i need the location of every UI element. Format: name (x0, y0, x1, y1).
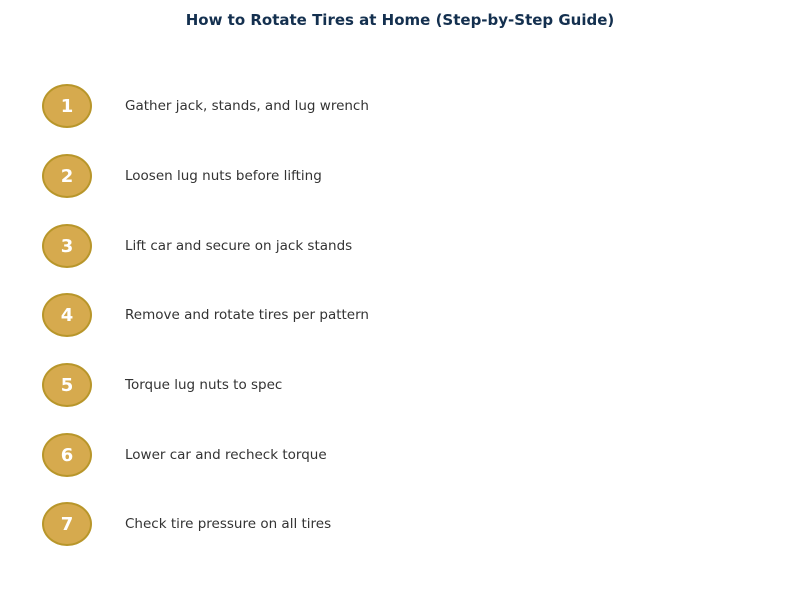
step-item (42, 224, 462, 268)
step-label: Lift car and secure on jack stands (125, 238, 353, 254)
page-title: How to Rotate Tires at Home (Step-by-Step Guide) (185, 11, 615, 29)
step-item (42, 363, 462, 407)
step-label: Loosen lug nuts before lifting (125, 168, 322, 184)
step-item (42, 154, 462, 198)
step-number-badge: 1 (42, 84, 92, 128)
step-number-badge: 4 (42, 293, 92, 337)
step-item (42, 502, 462, 546)
step-label: Gather jack, stands, and lug wrench (125, 98, 369, 114)
step-item (42, 433, 462, 477)
step-label: Torque lug nuts to spec (125, 377, 283, 393)
step-item (42, 293, 462, 337)
step-number-badge: 6 (42, 433, 92, 477)
step-number-badge: 3 (42, 224, 92, 268)
step-label: Check tire pressure on all tires (125, 516, 332, 532)
step-number-badge: 7 (42, 502, 92, 546)
step-label: Lower car and recheck torque (125, 447, 327, 463)
step-number-badge: 5 (42, 363, 92, 407)
step-number-badge: 2 (42, 154, 92, 198)
step-item (42, 84, 462, 128)
step-label: Remove and rotate tires per pattern (125, 307, 369, 323)
